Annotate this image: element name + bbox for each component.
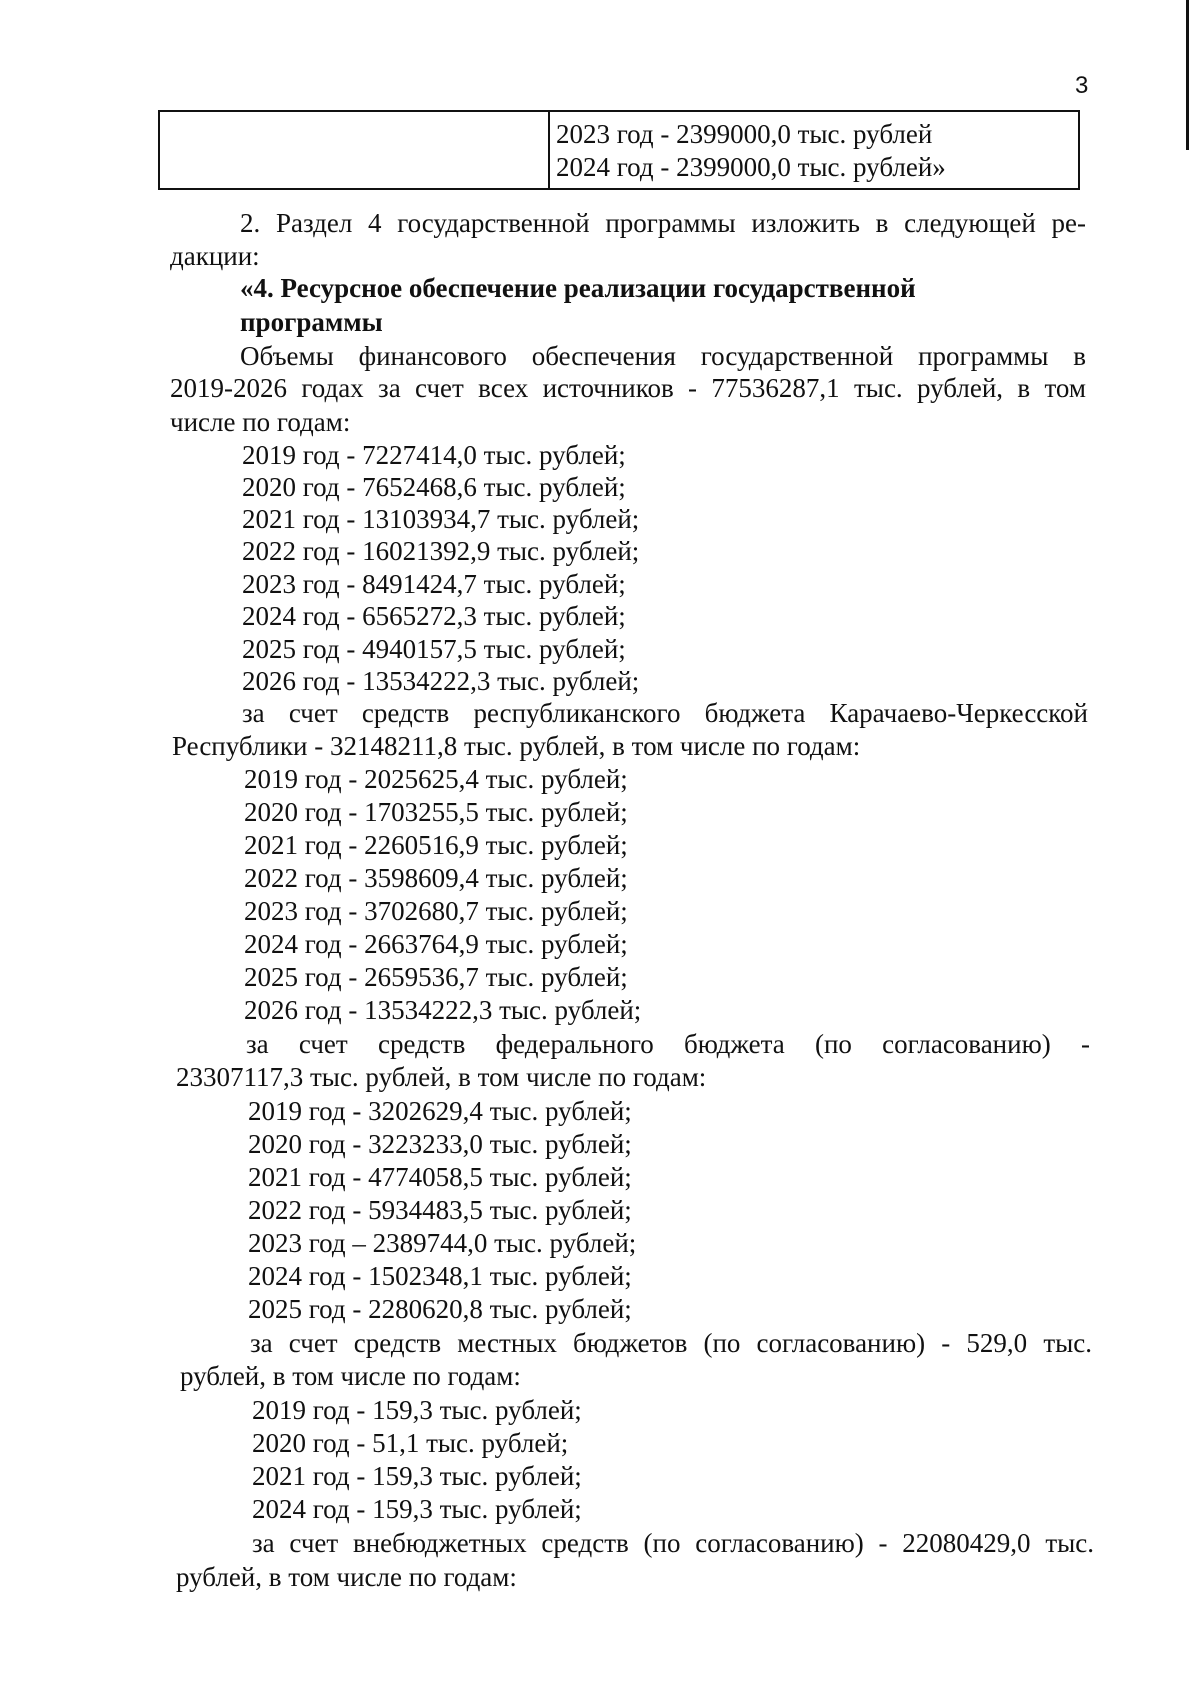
republic-year-item: 2021 год - 2260516,9 тыс. рублей; [244, 830, 628, 860]
total-line-2: 2019-2026 годах за счет всех источников - 77536287,1 тыс. рублей, в том [170, 373, 1086, 403]
total-year-item: 2021 год - 13103934,7 тыс. рублей; [242, 504, 640, 534]
republic-year-item: 2019 год - 2025625,4 тыс. рублей; [244, 764, 628, 794]
federal-year-item: 2021 год - 4774058,5 тыс. рублей; [248, 1162, 632, 1192]
total-year-item: 2023 год - 8491424,7 тыс. рублей; [242, 569, 626, 599]
republic-year-item: 2025 год - 2659536,7 тыс. рублей; [244, 962, 628, 992]
section-heading-line-2: программы [240, 307, 383, 337]
page-number: 3 [1075, 72, 1089, 99]
federal-line-2: 23307117,3 тыс. рублей, в том числе по годам: [176, 1062, 707, 1092]
scan-edge-line [1186, 0, 1189, 150]
total-year-item: 2022 год - 16021392,9 тыс. рублей; [242, 536, 640, 566]
total-year-item: 2019 год - 7227414,0 тыс. рублей; [242, 440, 626, 470]
federal-year-item: 2022 год - 5934483,5 тыс. рублей; [248, 1195, 632, 1225]
table-empty-cell [159, 111, 549, 189]
funding-table-continuation [158, 110, 1080, 190]
republic-year-item: 2020 год - 1703255,5 тыс. рублей; [244, 797, 628, 827]
federal-year-item: 2024 год - 1502348,1 тыс. рублей; [248, 1261, 632, 1291]
republic-line-1: за счет средств республиканского бюджета Карачаево-Черкесской [242, 698, 1088, 728]
federal-year-item: 2025 год - 2280620,8 тыс. рублей; [248, 1294, 632, 1324]
total-year-item: 2026 год - 13534222,3 тыс. рублей; [242, 666, 640, 696]
total-year-item: 2020 год - 7652468,6 тыс. рублей; [242, 472, 626, 502]
total-year-item: 2025 год - 4940157,5 тыс. рублей; [242, 634, 626, 664]
republic-year-item: 2022 год - 3598609,4 тыс. рублей; [244, 863, 628, 893]
table-line-2023: 2023 год - 2399000,0 тыс. рублей [556, 119, 933, 149]
local-year-item: 2024 год - 159,3 тыс. рублей; [252, 1494, 582, 1524]
total-line-3: числе по годам: [170, 407, 351, 437]
intro-line-2: дакции: [170, 241, 260, 271]
table-value-cell [549, 111, 1079, 189]
federal-year-item: 2020 год - 3223233,0 тыс. рублей; [248, 1129, 632, 1159]
local-year-item: 2019 год - 159,3 тыс. рублей; [252, 1395, 582, 1425]
republic-year-item: 2023 год - 3702680,7 тыс. рублей; [244, 896, 628, 926]
local-year-item: 2020 год - 51,1 тыс. рублей; [252, 1428, 569, 1458]
federal-year-item: 2019 год - 3202629,4 тыс. рублей; [248, 1096, 632, 1126]
local-year-item: 2021 год - 159,3 тыс. рублей; [252, 1461, 582, 1491]
republic-year-item: 2026 год - 13534222,3 тыс. рублей; [244, 995, 642, 1025]
republic-line-2: Республики - 32148211,8 тыс. рублей, в том числе по годам: [172, 731, 861, 761]
federal-line-1: за счет средств федерального бюджета (по согласованию) - [246, 1029, 1090, 1059]
total-year-item: 2024 год - 6565272,3 тыс. рублей; [242, 601, 626, 631]
intro-line-1: 2. Раздел 4 государственной программы изложить в следующей ре- [240, 208, 1086, 238]
local-line-2: рублей, в том числе по годам: [180, 1361, 521, 1391]
offbudget-line-2: рублей, в том числе по годам: [176, 1562, 517, 1592]
local-line-1: за счет средств местных бюджетов (по согласованию) - 529,0 тыс. [250, 1328, 1092, 1358]
section-heading-line-1: «4. Ресурсное обеспечение реализации государственной [240, 273, 916, 303]
offbudget-line-1: за счет внебюджетных средств (по согласованию) - 22080429,0 тыс. [252, 1528, 1094, 1558]
total-line-1: Объемы финансового обеспечения государственной программы в [240, 341, 1086, 371]
republic-year-item: 2024 год - 2663764,9 тыс. рублей; [244, 929, 628, 959]
federal-year-item: 2023 год – 2389744,0 тыс. рублей; [248, 1228, 637, 1258]
table-line-2024: 2024 год - 2399000,0 тыс. рублей» [556, 152, 946, 182]
